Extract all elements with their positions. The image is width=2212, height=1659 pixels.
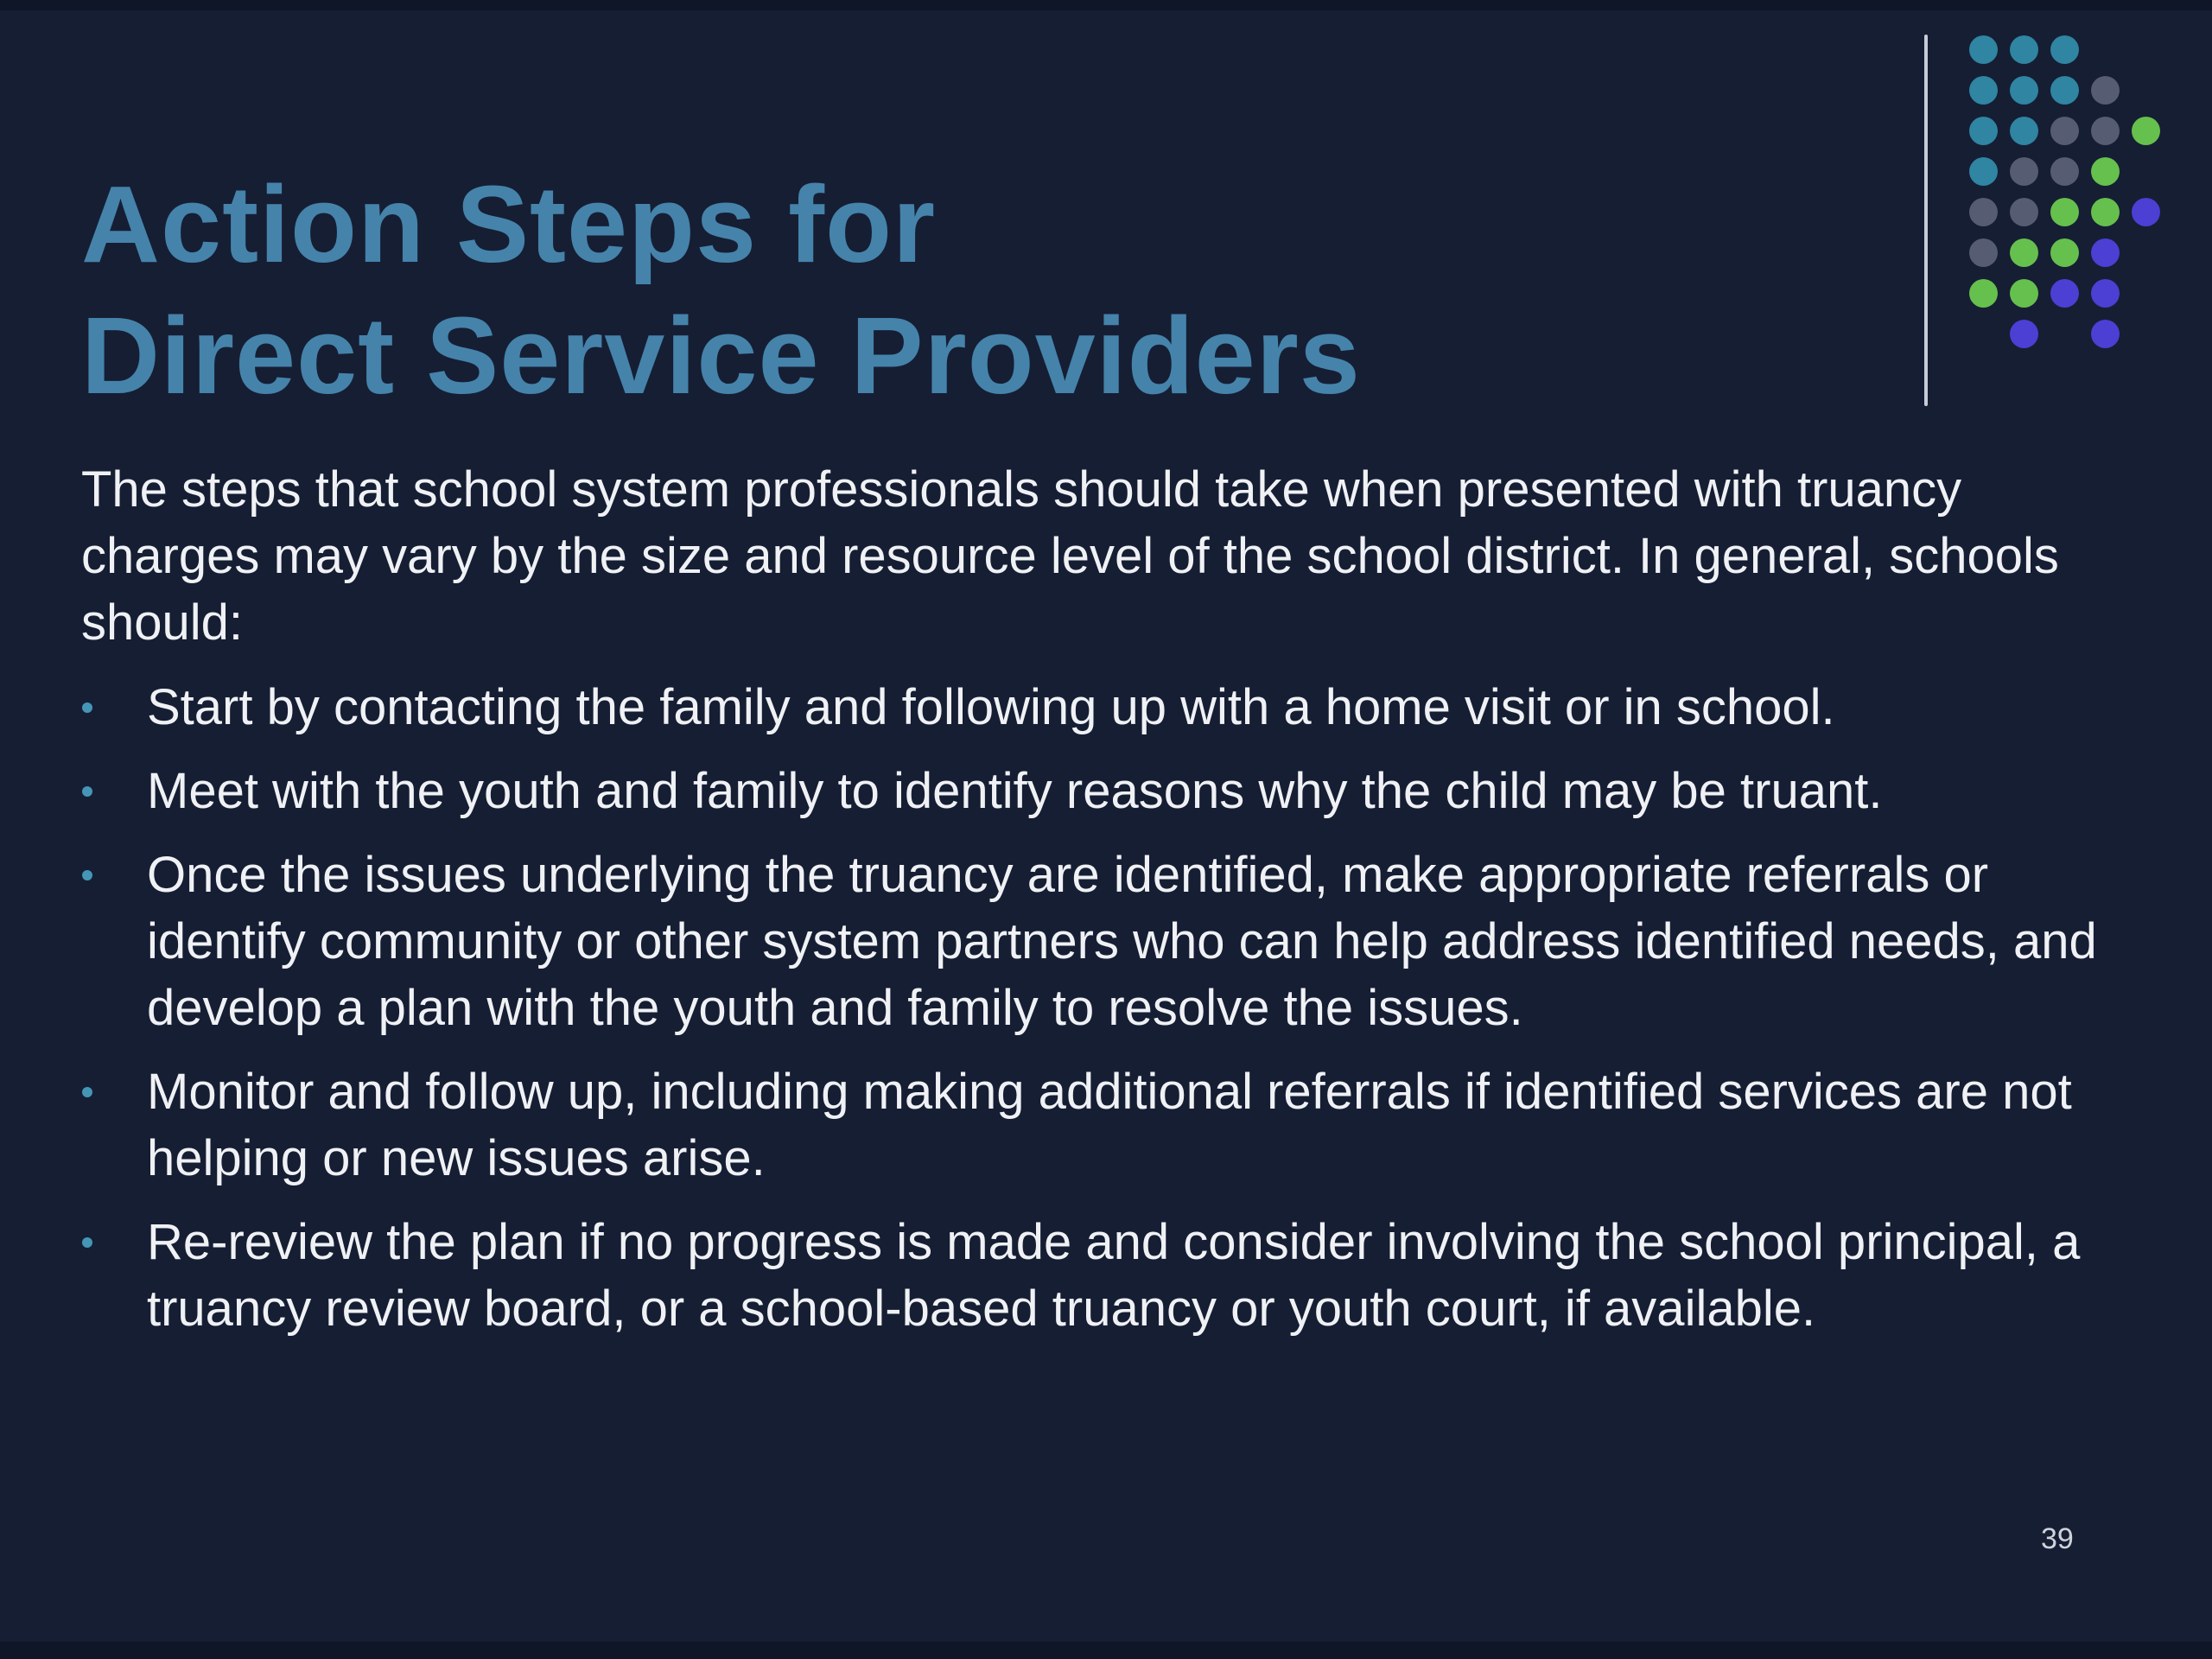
- vertical-divider-line: [1924, 35, 1928, 406]
- mosaic-dot: [2132, 198, 2160, 226]
- mosaic-dot: [1969, 157, 1998, 186]
- mosaic-dot: [2010, 157, 2038, 186]
- mosaic-dot: [2050, 157, 2079, 186]
- dot-mosaic: [1969, 35, 2172, 360]
- list-item: [81, 842, 2117, 1041]
- mosaic-dot: [2091, 320, 2120, 348]
- bullet-dot-icon: [82, 1087, 92, 1097]
- list-item: [81, 758, 2117, 824]
- corner-decoration: [1901, 0, 2212, 432]
- mosaic-dot: [1969, 238, 1998, 267]
- slide-title-line2: Direct Service Providers: [81, 295, 1361, 417]
- mosaic-dot: [2010, 117, 2038, 145]
- slide-top-edge: [0, 0, 2212, 10]
- mosaic-dot: [2091, 279, 2120, 308]
- bullet-text: Start by contacting the family and following up with a home visit or in school.: [147, 679, 1835, 735]
- bullet-text: Re-review the plan if no progress is made and consider involving the school principal, a truancy review board, or a school-based truancy or youth court, if available.: [147, 1214, 2081, 1337]
- mosaic-dot: [2091, 198, 2120, 226]
- list-item: [81, 674, 2117, 741]
- bullet-dot-icon: [82, 786, 92, 797]
- bullet-list: [81, 674, 2117, 1342]
- list-item: [81, 1058, 2117, 1192]
- slide-title-line1: Action Steps for: [81, 163, 937, 286]
- bullet-dot-icon: [82, 870, 92, 880]
- mosaic-dot: [2050, 35, 2079, 64]
- mosaic-dot: [1969, 76, 1998, 105]
- mosaic-dot: [2010, 238, 2038, 267]
- mosaic-dot: [2132, 117, 2160, 145]
- mosaic-dot: [1969, 117, 1998, 145]
- intro-paragraph: The steps that school system professionals should take when presented with truancy charges may vary by the size and resource level of the school district. In general, schools should:: [81, 461, 2059, 651]
- body-text-block: [81, 456, 2117, 1359]
- mosaic-dot: [2010, 279, 2038, 308]
- mosaic-dot: [1969, 35, 1998, 64]
- mosaic-dot: [2050, 76, 2079, 105]
- bullet-text: Monitor and follow up, including making additional referrals if identified services are not helping or new issues arise.: [147, 1064, 2072, 1186]
- mosaic-dot: [2010, 198, 2038, 226]
- mosaic-dot: [1969, 279, 1998, 308]
- mosaic-dot: [2010, 35, 2038, 64]
- mosaic-dot: [2010, 76, 2038, 105]
- list-item: [81, 1209, 2117, 1342]
- mosaic-dot: [2091, 238, 2120, 267]
- mosaic-dot: [2050, 238, 2079, 267]
- bullet-dot-icon: [82, 1237, 92, 1248]
- page-number: 39: [2041, 1522, 2074, 1555]
- mosaic-dot: [2091, 117, 2120, 145]
- bullet-dot-icon: [82, 702, 92, 713]
- mosaic-dot: [1969, 198, 1998, 226]
- mosaic-dot: [2091, 76, 2120, 105]
- mosaic-dot: [2050, 279, 2079, 308]
- slide-bottom-edge: [0, 1642, 2212, 1659]
- mosaic-dot: [2050, 117, 2079, 145]
- mosaic-dot: [2010, 320, 2038, 348]
- mosaic-dot: [2091, 157, 2120, 186]
- bullet-text: Meet with the youth and family to identify reasons why the child may be truant.: [147, 763, 1883, 819]
- slide-title: [81, 159, 1361, 422]
- mosaic-dot: [2050, 198, 2079, 226]
- bullet-text: Once the issues underlying the truancy are identified, make appropriate referrals or identify community or other system partners who can help address identified needs, and develop a plan with the youth and family to resolve the issues.: [147, 847, 2097, 1036]
